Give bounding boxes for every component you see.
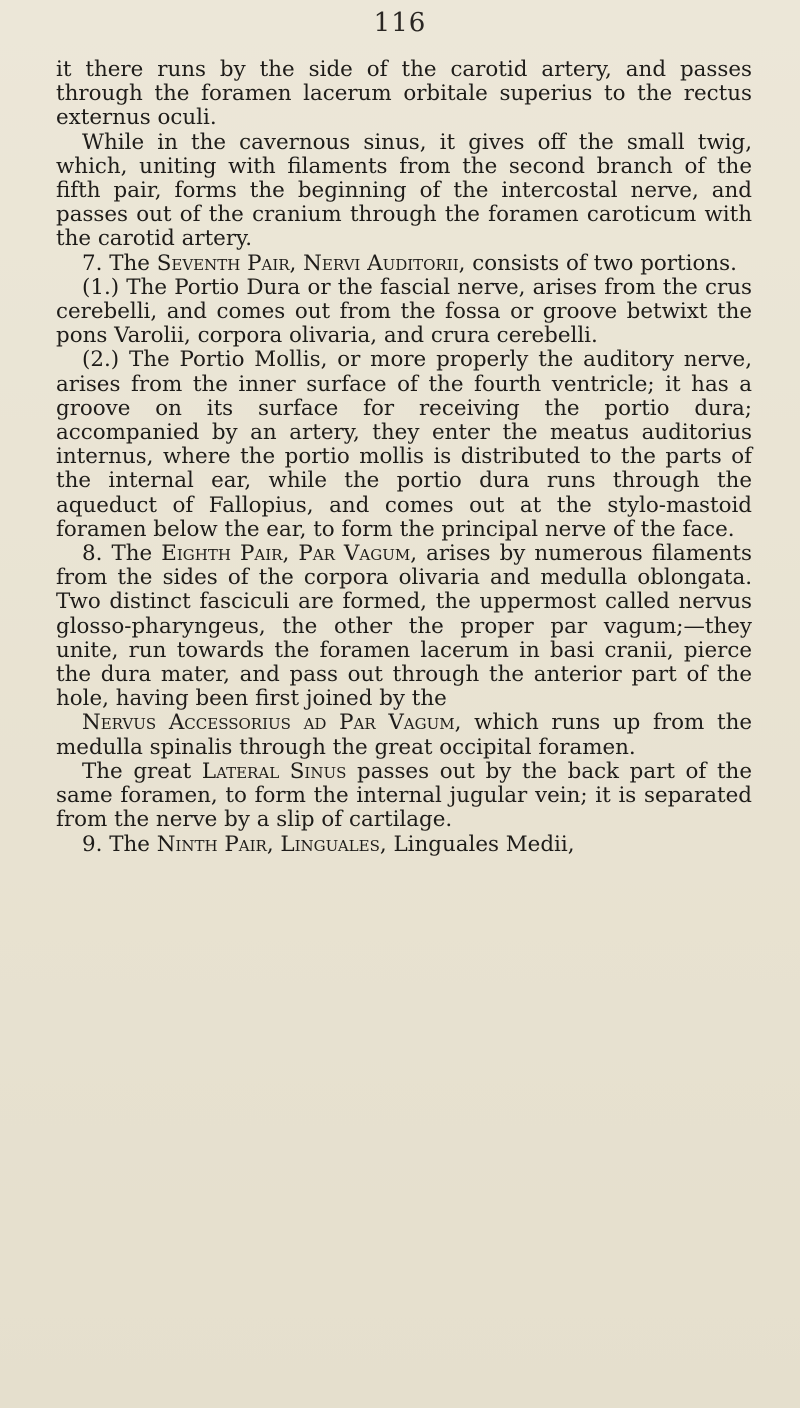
paragraph (56, 131, 752, 252)
text-span: 9. The (82, 831, 157, 857)
text-span: it there runs by the side of the carotid artery, and passes through the foramen lacerum orbitale superius to the rectus externus oculi. (56, 57, 752, 131)
text-span: consists of two portions. (465, 250, 737, 276)
small-caps-heading: Seventh Pair, Nervi Auditorii, (156, 250, 466, 276)
paragraph (56, 542, 752, 711)
small-caps-heading: Nervus Accessorius ad Par Vagum, (82, 710, 462, 736)
paragraph (56, 58, 752, 131)
text-span: (1.) The Portio Dura or the fascial nerve, arises from the crus cerebelli, and comes out from the fossa or groove betwixt the pons Varolii, corpora olivaria, and crura cerebelli. (56, 274, 752, 349)
paragraph (56, 711, 752, 759)
small-caps-heading: Lateral Sinus (201, 758, 347, 784)
page-number: 116 (373, 8, 427, 38)
text-span: (2.) The Portio Mollis, or more properly the auditory nerve, arises from the inner surface of the fourth ventricle; it has a groove on its surface for receiving the portio dura; accompanied by an artery, they enter the meatus auditorius internus, where the portio mollis is distributed to the parts of the internal ear, while the portio dura runs through the aqueduct of Fallopius, and comes out at the stylo-mastoid foramen below the ear, to form the principal nerve of the face. (56, 347, 752, 542)
text-span: which runs up from the medulla spinalis through the great occipital foramen. (56, 710, 752, 760)
paragraph (56, 348, 752, 542)
text-span: passes out by the back part of the same foramen, to form the internal jugular vein; it is separated from the nerve by a slip of cartilage. (56, 758, 752, 833)
page-body-text (56, 58, 752, 857)
paragraph (56, 276, 752, 349)
paragraph (56, 833, 752, 857)
text-span: While in the cavernous sinus, it gives off the small twig, which, uniting with filaments from the second branch of the fifth pair, forms the beginning of the intercostal nerve, and passes out of the cranium through the foramen caroticum with the carotid artery. (56, 129, 752, 252)
text-span: arises by numerous filaments from the sides of the corpora olivaria and medulla oblongata. Two distinct fasciculi are formed, the uppermost called nervus glosso-pharyngeus, the other the proper par vagum;—they unite, run towards the foramen lacerum in basi cranii, pierce the dura mater, and pass out through the anterior part of the hole, having been first joined by the (56, 541, 752, 712)
small-caps-heading: Ninth Pair, Linguales, (156, 831, 387, 857)
paragraph (56, 760, 752, 833)
small-caps-heading: Eighth Pair, Par Vagum, (161, 541, 417, 567)
paragraph (56, 252, 752, 276)
text-span: Linguales Medii, (386, 831, 575, 857)
text-span: 8. The (82, 541, 162, 567)
text-span: The great (82, 758, 202, 784)
text-span: 7. The (82, 250, 157, 276)
